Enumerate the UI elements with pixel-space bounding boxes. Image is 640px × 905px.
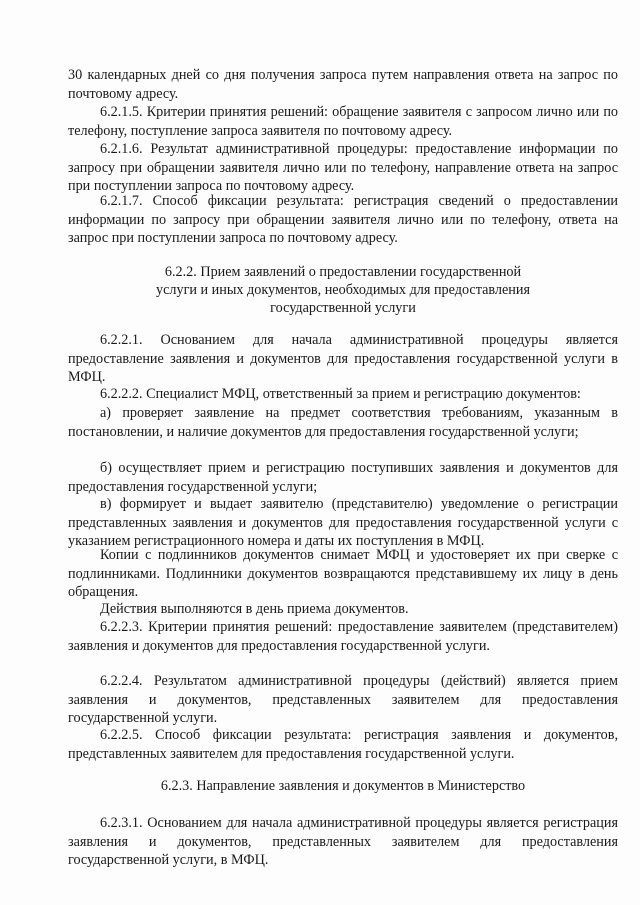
paragraph-6-2-2-5: 6.2.2.5. Способ фиксации результата: регистрация заявления и документов, представленных заявителем для предоставления государственной услуги. bbox=[68, 727, 618, 762]
paragraph-deadline: 30 календарных дней со дня получения запроса путем направления ответа на запрос по почтовому адресу. bbox=[68, 67, 618, 102]
section-heading-6-2-2-line-2: услуги и иных документов, необходимых для предоставления bbox=[156, 282, 530, 298]
paragraph-item-v: в) формирует и выдает заявителю (представителю) уведомление о регистрации представленных заявления и документов для предоставления государственной услуги с указанием регистрационного номера и даты их поступления в МФЦ. bbox=[68, 496, 618, 550]
paragraph-actions-day: Действия выполняются в день приема документов. bbox=[100, 601, 409, 617]
paragraph-6-2-2-3: 6.2.2.3. Критерии принятия решений: предоставление заявителем (представителем) заявления и документов для предоставления государственной услуги. bbox=[68, 619, 618, 654]
paragraph-6-2-1-5: 6.2.1.5. Критерии принятия решений: обращение заявителя с запросом лично или по телефону, поступление запроса заявителя по почтовому адресу. bbox=[68, 104, 618, 139]
section-heading-6-2-2-line-3: государственной услуги bbox=[270, 300, 416, 316]
section-heading-6-2-3: 6.2.3. Направление заявления и документов в Министерство bbox=[160, 778, 526, 794]
paragraph-copies: Копии с подлинников документов снимает МФЦ и удостоверяет их при сверке с подлинниками. Подлинники документов возвращаются представившему их лицу в день обращения. bbox=[68, 547, 618, 601]
paragraph-6-2-1-6: 6.2.1.6. Результат административной процедуры: предоставление информации по запросу при обращении заявителя лично или по телефону, направление ответа на запрос при поступлении запроса по почтовому адресу. bbox=[68, 141, 618, 195]
paragraph-item-b: б) осуществляет прием и регистрацию поступивших заявления и документов для предоставления государственной услуги; bbox=[68, 460, 618, 495]
paragraph-item-a: а) проверяет заявление на предмет соответствия требованиям, указанным в постановлении, и наличие документов для предоставления государственной услуги; bbox=[68, 405, 618, 440]
paragraph-6-2-2-2: 6.2.2.2. Специалист МФЦ, ответственный за прием и регистрацию документов: bbox=[100, 386, 581, 402]
paragraph-6-2-1-7: 6.2.1.7. Способ фиксации результата: регистрация сведений о предоставлении информации по запросу при обращении заявителя лично или по телефону, ответа на запрос при поступлении запроса по почтовому адресу. bbox=[68, 193, 618, 247]
paragraph-6-2-2-1: 6.2.2.1. Основанием для начала административной процедуры является предоставление заявления и документов для предоставления государственной услуги в МФЦ. bbox=[68, 332, 618, 386]
paragraph-6-2-2-4: 6.2.2.4. Результатом административной процедуры (действий) является прием заявления и документов, представленных заявителем для предоставления государственной услуги. bbox=[68, 673, 618, 727]
section-heading-6-2-2-line-1: 6.2.2. Прием заявлений о предоставлении государственной bbox=[164, 264, 522, 280]
paragraph-6-2-3-1: 6.2.3.1. Основанием для начала административной процедуры является регистрация заявления и документов, представленных заявителем для предоставления государственной услуги, в МФЦ. bbox=[68, 815, 618, 869]
